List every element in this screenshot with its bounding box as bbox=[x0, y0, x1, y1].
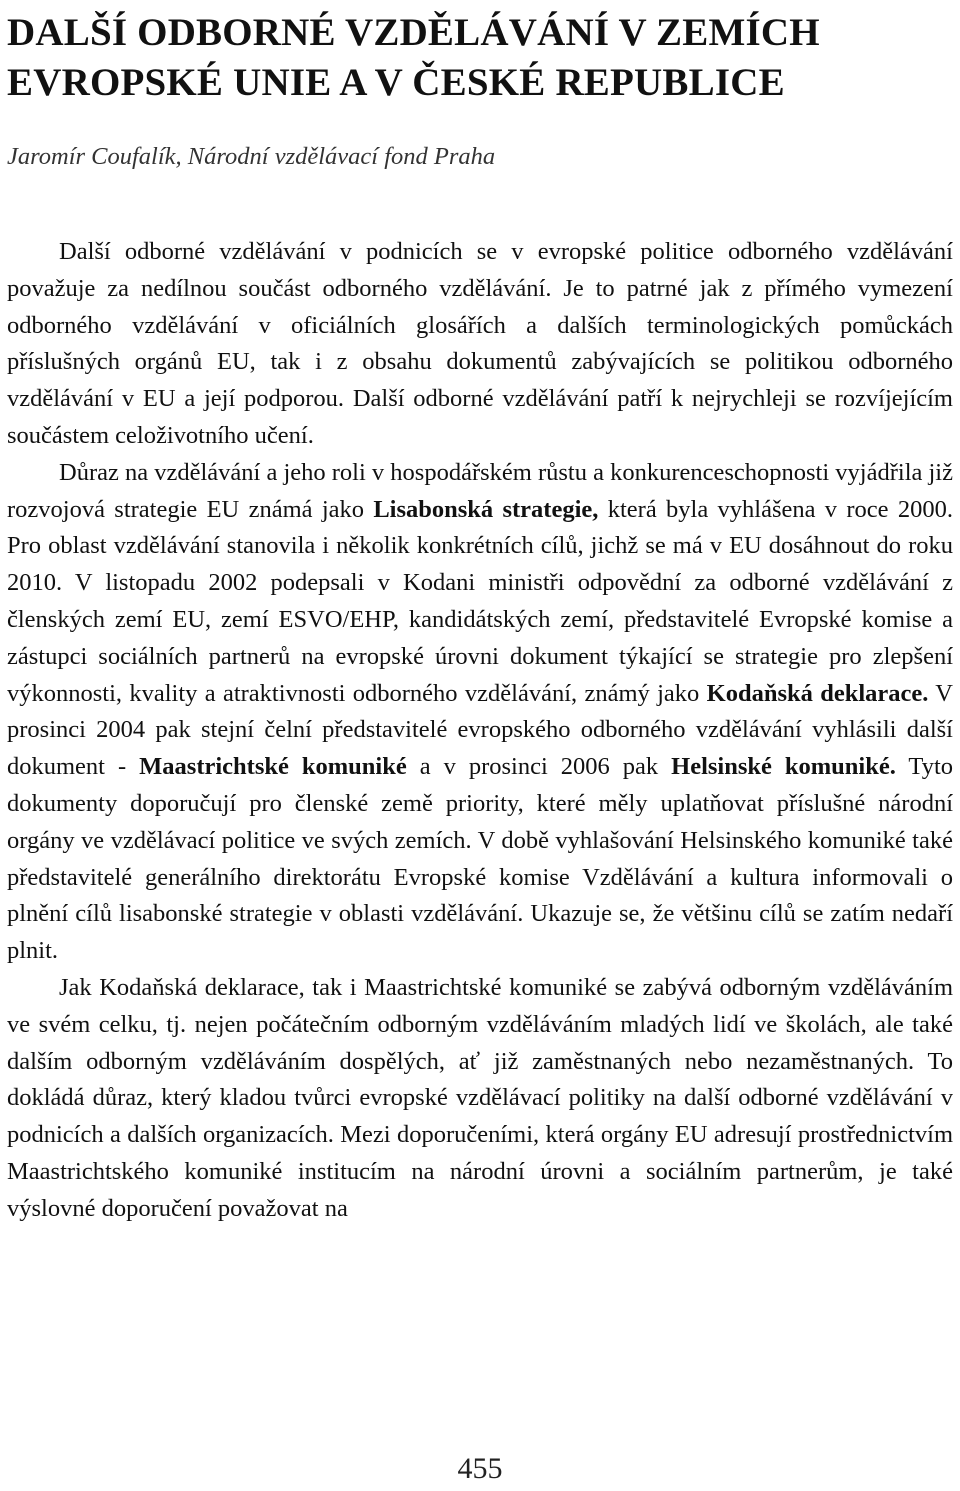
paragraph-2 bbox=[7, 455, 953, 970]
paragraph-1: Další odborné vzdělávání v podnicích se v evropské politice odborného vzdělávání považuje za nedílnou součást odborného vzdělávání. Je to patrné jak z přímého vymezení odborného vzdělávání v oficiálních glosářích a dalších terminologických pomůckách příslušných orgánů EU, tak i z obsahu dokumentů zabývajících se politikou odborného vzdělávání v EU a její podporou. Další odborné vzdělávání patří k nejrychleji se rozvíjejícím součástem celoživotního učení. bbox=[7, 238, 953, 449]
title-line-2: EVROPSKÉ UNIE A V ČESKÉ REPUBLICE bbox=[7, 61, 785, 104]
article-body bbox=[7, 234, 953, 1228]
helsinske-komunike-term: Helsinské komuniké. bbox=[671, 753, 896, 781]
author-line: Jaromír Coufalík, Národní vzdělávací fond Praha bbox=[7, 143, 496, 170]
paragraph-2-text-d: a v prosinci 2006 pak bbox=[406, 753, 672, 781]
paragraph-2-text-b: která byla vyhlášena v roce 2000. Pro oblast vzdělávání stanovila i několik konkrétních cílů, jichž se má v EU dosáhnout do roku 2010. V listopadu 2002 podepsali v Kodani ministři odpovědní za odborné vzdělávání z členských zemí EU, zemí ESVO/EHP, kandidátských zemí, představitelé Evropské komise a zástupci sociálních partnerů na evropské úrovni dokument týkající se strategie pro zlepšení výkonnosti, kvality a atraktivnosti odborného vzdělávání, známý jako bbox=[7, 495, 953, 707]
article-title bbox=[7, 0, 953, 108]
lisabonska-strategie-term: Lisabonská strategie, bbox=[373, 495, 599, 523]
maastrichtske-komunike-term: Maastrichtské komuniké bbox=[139, 753, 407, 781]
title-line-1: DALŠÍ ODBORNÉ VZDĚLÁVÁNÍ V ZEMÍCH bbox=[7, 11, 820, 54]
page-number: 455 bbox=[457, 1452, 503, 1485]
document-page bbox=[7, 0, 953, 1228]
paragraph-2-text-a: Důraz na vzdělávání a jeho roli v hospodářském růstu a konkurenceschopnosti vyjádřila již rozvojová strategie EU známá jako bbox=[7, 458, 953, 523]
paragraph-3: Jak Kodaňská deklarace, tak i Maastrichtské komuniké se zabývá odborným vzděláváním ve svém celku, tj. nejen počátečním odborným vzděláváním mladých lidí ve školách, ale také dalším odborným vzděláváním dospělých, ať již zaměstnaných nebo nezaměstnaných. To dokládá důraz, který kladou tvůrci evropské vzdělávací politiky na další odborné vzdělávání v podnicích a dalších organizacích. Mezi doporučeními, která orgány EU adresují prostřednictvím Maastrichtského komuniké institucím na národní úrovni a sociálním partnerům, je také výslovné doporučení považovat na bbox=[7, 973, 953, 1222]
paragraph-2-text-c: V prosinci 2004 pak stejní čelní představitelé evropského odborného vzdělávání vyhlásili další dokument - bbox=[7, 679, 953, 781]
kodanska-deklarace-term: Kodaňská deklarace. bbox=[706, 679, 929, 707]
paragraph-2-text-e: Tyto dokumenty doporučují pro členské země priority, které měly uplatňovat příslušné národní orgány ve vzdělávací politice ve svých zemích. V době vyhlašování Helsinského komuniké také představitelé generálního direktorátu Evropské komise Vzdělávání a kultura informovali o plnění cílů lisabonské strategie v oblasti vzdělávání. Ukazuje se, že většinu cílů se zatím nedaří plnit. bbox=[7, 753, 953, 965]
